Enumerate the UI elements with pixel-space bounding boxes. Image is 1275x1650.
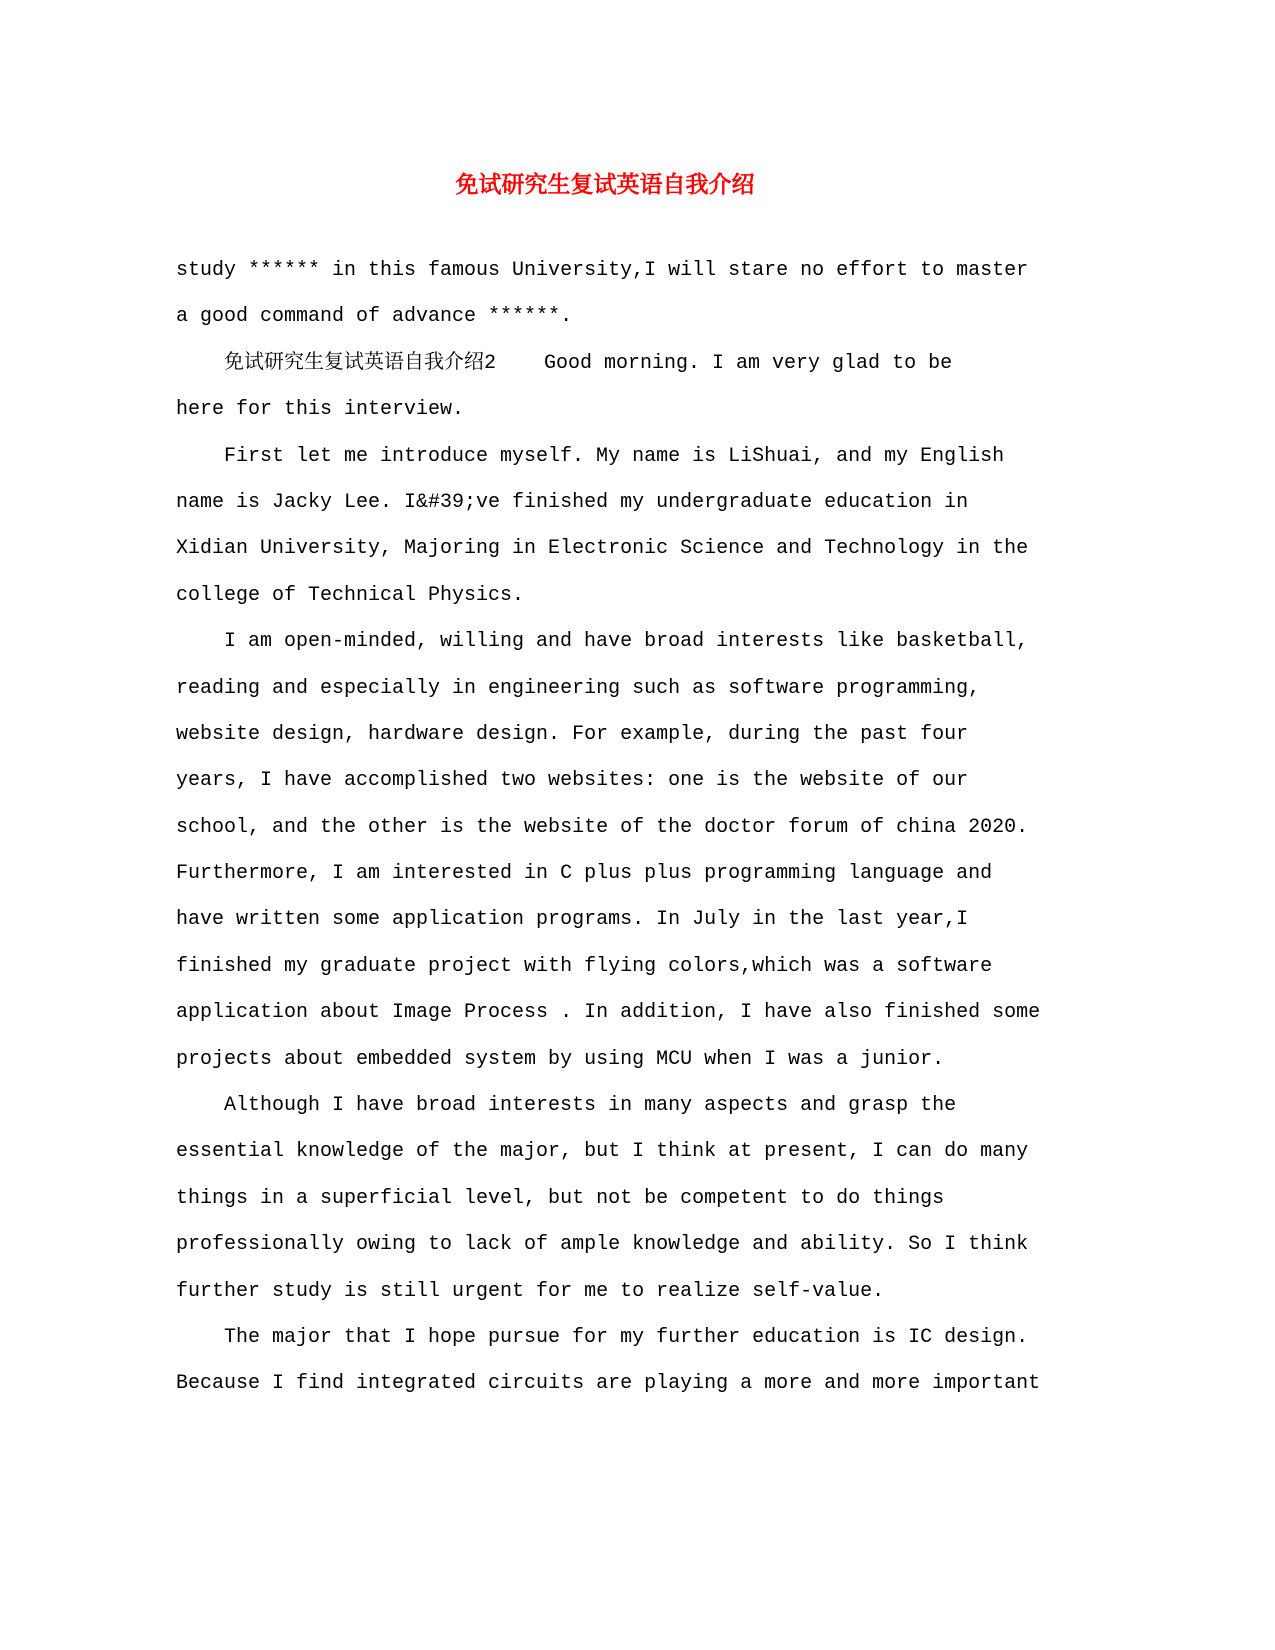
text-line: Because I find integrated circuits are playing a more and more important	[176, 1372, 1041, 1396]
text-line: website design, hardware design. For example, during the past four	[176, 722, 969, 746]
text-line: application about Image Process . In addition, I have also finished some	[176, 1001, 1041, 1025]
document-body	[176, 255, 1056, 1415]
text-line: professionally owing to lack of ample knowledge and ability. So I think	[176, 1233, 1029, 1257]
text-line: 免试研究生复试英语自我介绍2 Good morning. I am very glad to be	[224, 351, 953, 375]
text-line: essential knowledge of the major, but I think at present, I can do many	[176, 1140, 1029, 1164]
text-line: The major that I hope pursue for my further education is IC design.	[224, 1325, 1029, 1349]
text-line: college of Technical Physics.	[176, 583, 525, 607]
text-line: Furthermore, I am interested in C plus plus programming language and	[176, 862, 993, 886]
text-line: years, I have accomplished two websites: one is the website of our	[176, 769, 969, 793]
text-line: school, and the other is the website of the doctor forum of china 2020.	[176, 815, 1029, 839]
text-line: have written some application programs. In July in the last year,I	[176, 908, 969, 932]
text-line: name is Jacky Lee. I&#39;ve finished my undergraduate education in	[176, 490, 969, 514]
text-line: here for this interview.	[176, 398, 465, 422]
text-line: reading and especially in engineering such as software programming,	[176, 676, 981, 700]
document-title: 免试研究生复试英语自我介绍	[455, 172, 755, 198]
text-line: study ****** in this famous University,I will stare no effort to master	[176, 259, 1029, 282]
text-line: I am open-minded, willing and have broad interests like basketball,	[224, 630, 1029, 654]
text-line: finished my graduate project with flying colors,which was a software	[176, 954, 993, 978]
text-line: a good command of advance ******.	[176, 305, 573, 329]
text-line: Xidian University, Majoring in Electronic Science and Technology in the	[176, 537, 1029, 561]
text-line: First let me introduce myself. My name is LiShuai, and my English	[224, 444, 1005, 468]
text-line: Although I have broad interests in many aspects and grasp the	[224, 1094, 957, 1118]
text-line: things in a superficial level, but not be competent to do things	[176, 1186, 945, 1210]
text-line: projects about embedded system by using MCU when I was a junior.	[176, 1047, 945, 1071]
text-line: further study is still urgent for me to realize self-value.	[176, 1279, 885, 1303]
